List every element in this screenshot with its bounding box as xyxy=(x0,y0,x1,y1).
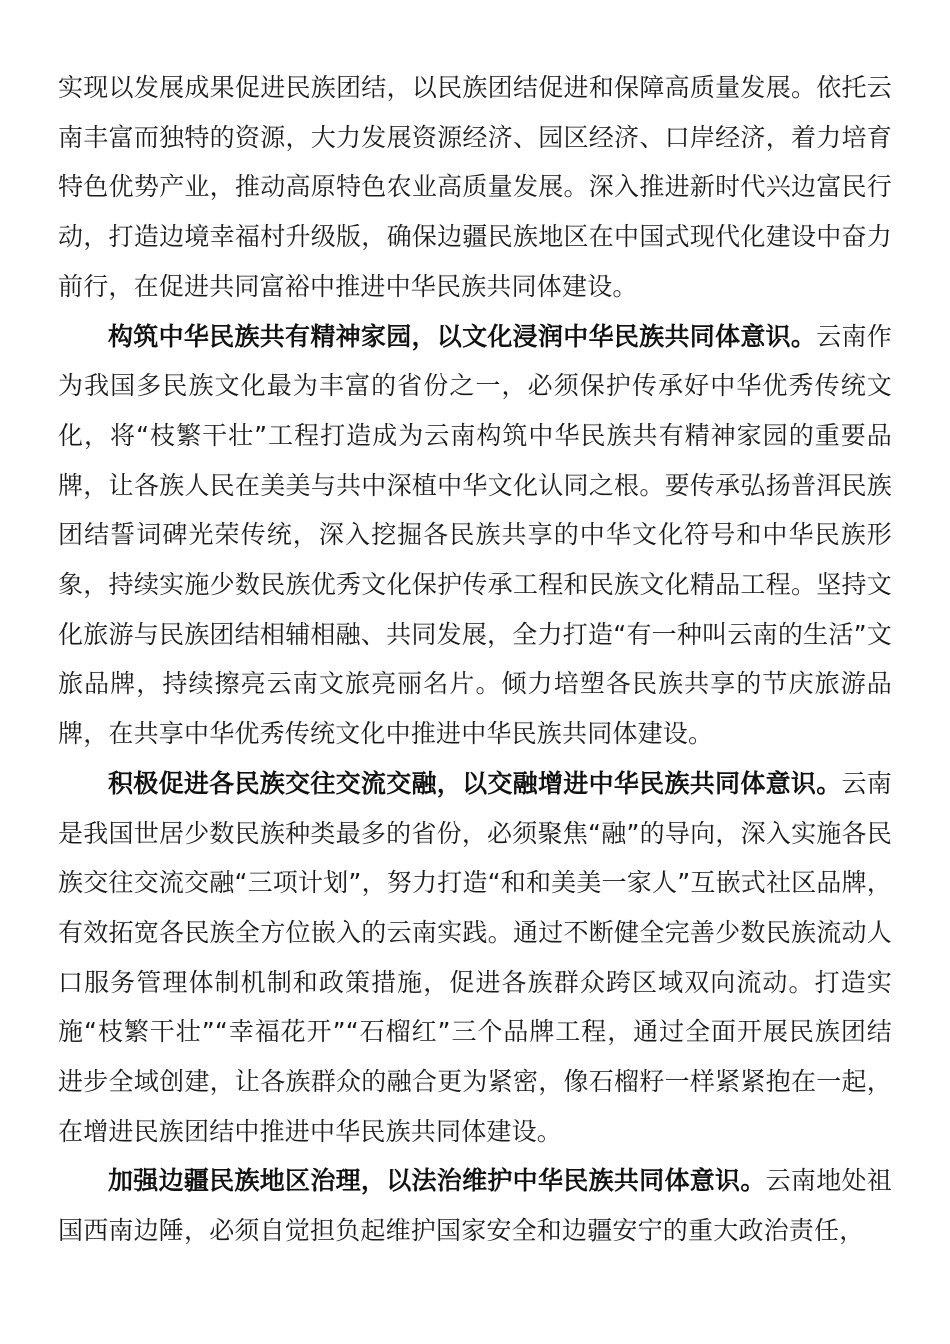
paragraph-1-text: 实现以发展成果促进民族团结，以民族团结促进和保障高质量发展。依托云南丰富而独特的资源，大力发展资源经济、园区经济、口岸经济，着力培育特色优势产业，推动高原特色农业高质量发展。深入推进新时代兴边富民行动，打造边境幸福村升级版，确保边疆民族地区在中国式现代化建设中奋力前行，在促进共同富裕中推进中华民族共同体建设。 xyxy=(58,73,892,301)
document-page xyxy=(58,63,892,1256)
paragraph-4-heading: 加强边疆民族地区治理，以法治维护中华民族共同体意识。 xyxy=(108,1166,766,1196)
paragraph-4 xyxy=(58,1156,892,1255)
paragraph-3-text: 云南是我国世居少数民族种类最多的省份，必须聚焦“融”的导向，深入实施各民族交往交流交融“三项计划”，努力打造“和和美美一家人”互嵌式社区品牌，有效拓宽各民族全方位嵌入的云南实践。通过不断健全完善少数民族流动人口服务管理体制机制和政策措施，促进各族群众跨区域双向流动。打造实施“枝繁干壮”“幸福花开”“石榴红”三个品牌工程，通过全面开展民族团结进步全域创建，让各族群众的融合更为紧密，像石榴籽一样紧紧抱在一起，在增进民族团结中推进中华民族共同体建设。 xyxy=(58,768,892,1146)
paragraph-1 xyxy=(58,63,892,312)
paragraph-3-heading: 积极促进各民族交往交流交融，以交融增进中华民族共同体意识。 xyxy=(108,768,842,798)
paragraph-3 xyxy=(58,759,892,1157)
paragraph-2-heading: 构筑中华民族共有精神家园，以文化浸润中华民族共同体意识。 xyxy=(108,321,817,351)
paragraph-2-text: 云南作为我国多民族文化最为丰富的省份之一，必须保护传承好中华优秀传统文化，将“枝繁干壮”工程打造成为云南构筑中华民族共有精神家园的重要品牌，让各族人民在美美与共中深植中华文化认同之根。要传承弘扬普洱民族团结誓词碑光荣传统，深入挖掘各民族共享的中华文化符号和中华民族形象，持续实施少数民族优秀文化保护传承工程和民族文化精品工程。坚持文化旅游与民族团结相辅相融、共同发展，全力打造“有一种叫云南的生活”文旅品牌，持续擦亮云南文旅亮丽名片。倾力培塑各民族共享的节庆旅游品牌，在共享中华优秀传统文化中推进中华民族共同体建设。 xyxy=(58,321,892,749)
paragraph-2 xyxy=(58,312,892,759)
paragraph-4-text: 云南地处祖国西南边陲，必须自觉担负起维护国家安全和边疆安宁的重大政治责任， xyxy=(58,1166,892,1246)
